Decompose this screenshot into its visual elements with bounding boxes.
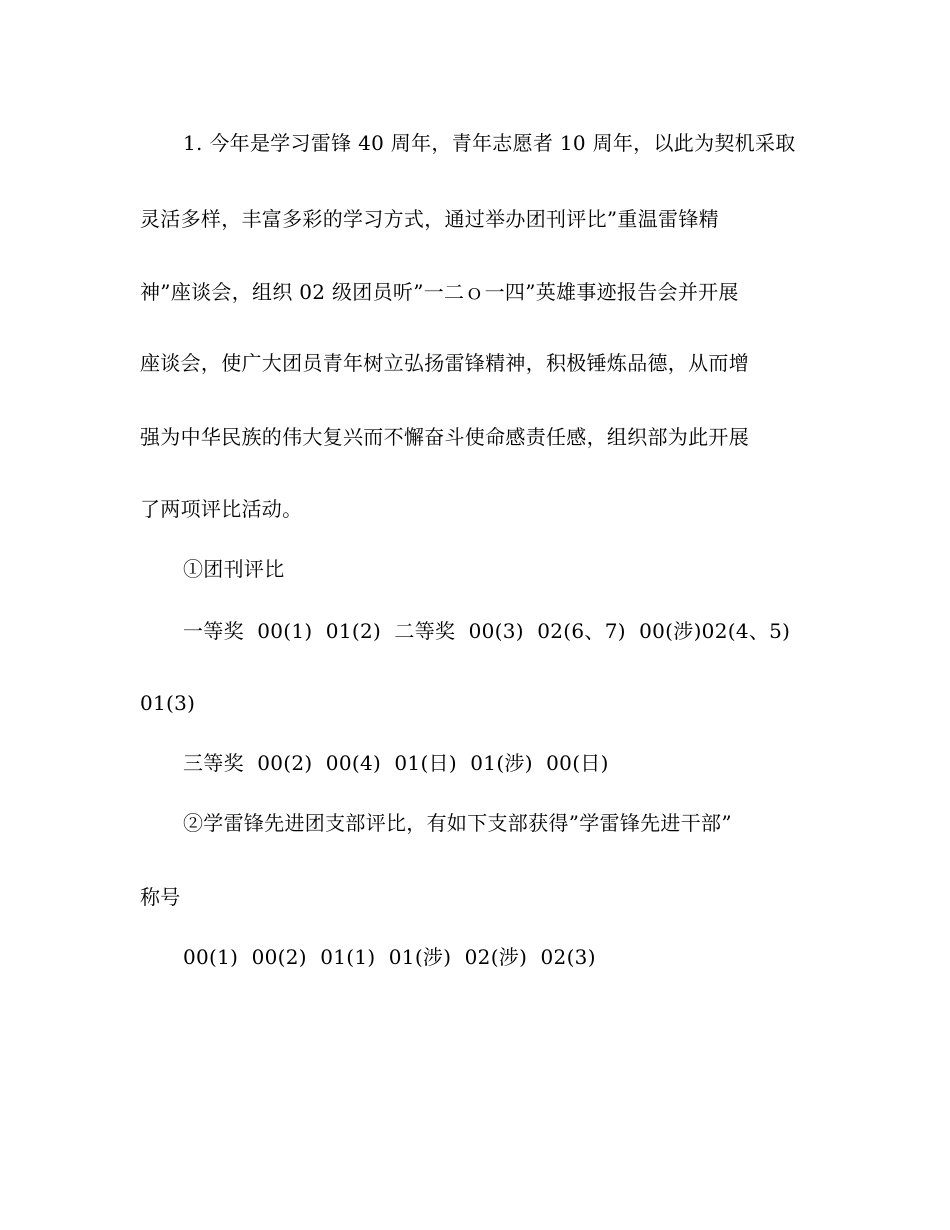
- paragraph-intro-line-2: 灵活多样，丰富多彩的学习方式，通过举办团刊评比”重温雷锋精: [140, 207, 719, 231]
- paragraph-intro-line-5: 强为中华民族的伟大复兴而不懈奋斗使命感责任感，组织部为此开展: [140, 425, 749, 449]
- section-heading-leifeng: ②学雷锋先进团支部评比，有如下支部获得”学雷锋先进干部”: [183, 811, 732, 835]
- awards-line-third: 三等奖 00(2) 00(4) 01(日) 01(涉) 00(日): [183, 751, 609, 775]
- paragraph-intro-line-1: 1. 今年是学习雷锋 40 周年，青年志愿者 10 周年，以此为契机采取: [183, 131, 796, 155]
- awards-line-first-second: 一等奖 00(1) 01(2) 二等奖 00(3) 02(6、7) 00(涉)02(4、5): [183, 619, 791, 643]
- paragraph-intro-line-3: 神”座谈会，组织 02 级团员听”一二ｏ一四”英雄事迹报告会并开展: [140, 280, 739, 304]
- section-heading-tuankan: ①团刊评比: [183, 557, 285, 581]
- section-heading-leifeng-continuation: 称号: [140, 885, 181, 909]
- paragraph-intro-line-6: 了两项评比活动。: [140, 497, 303, 521]
- branch-list: 00(1) 00(2) 01(1) 01(涉) 02(涉) 02(3): [183, 945, 596, 969]
- paragraph-intro-line-4: 座谈会，使广大团员青年树立弘扬雷锋精神，积极锤炼品德，从而增: [140, 351, 749, 375]
- awards-line-continuation: 01(3): [140, 691, 196, 715]
